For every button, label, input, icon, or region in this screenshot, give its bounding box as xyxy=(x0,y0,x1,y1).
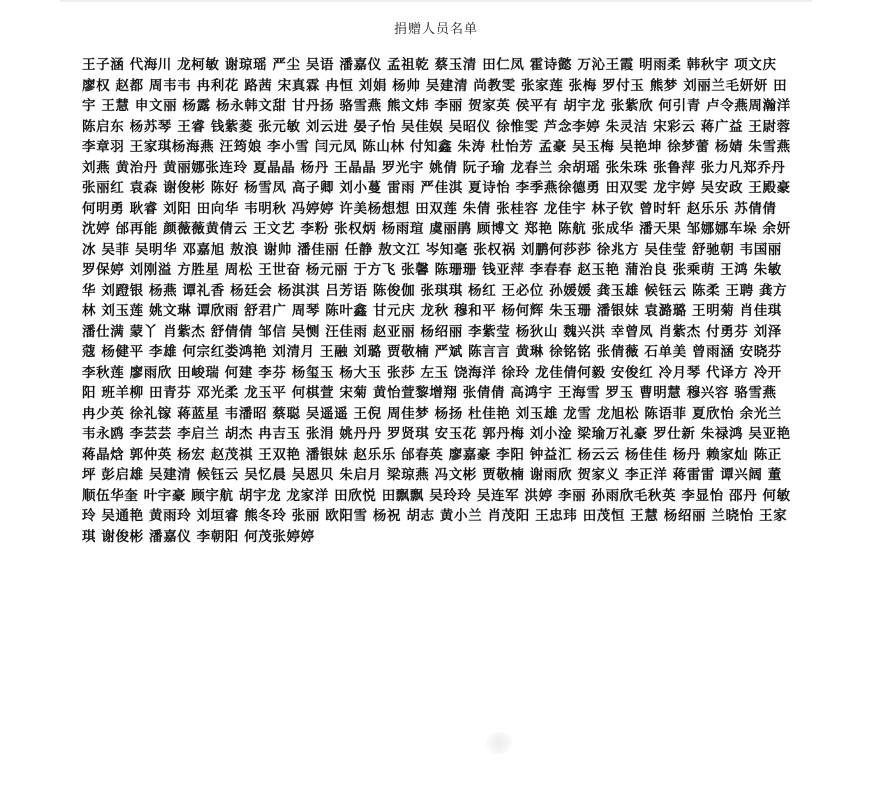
top-divider xyxy=(60,0,812,2)
document-title: 捐赠人员名单 xyxy=(393,22,478,37)
scan-smudge xyxy=(486,732,512,754)
donor-name-list: 王子涵 代海川 龙柯敏 谢琼瑶 严尘 吴语 潘嘉仪 孟祖乾 蔡玉清 田仁凤 霍诗懿 万沁王霞 明雨柔 韩秋宇 项文庆 廖权 赵都 周韦韦 冉利花 路茜 宋真霖 冉恒 刘娟 杨帅 吴建清 尚教雯 张家莲 张梅 罗付玉 熊梦 刘丽兰毛妍妍 田宇 王慧 申文丽 杨露 杨永韩文甜 甘丹扬 骆雪燕 熊文炜 李丽 贺家英 侯平有 胡宇龙 张紫欣 何引青 卢令燕周瀚洋 陈启东 杨苏琴 王睿 钱紫菱 张元敏 刘云进 晏子怡 吴佳娱 吴昭仪 徐惟雯 芦念李婷 朱灵洁 宋彩云 蒋广益 王尉蓉 李章羽 王家琪杨海燕 汪筠娘 李小雪 闫元凤 陈山林 付知鑫 朱涛 杜怡芳 孟豪 吴玉梅 吴艳坤 徐梦蕾 杨婧 朱雪燕 刘燕 黄治丹 黄丽娜张连玲 夏晶晶 杨丹 王晶晶 罗光宇 姚倩 阮子瑜 龙春兰 余胡瑶 张朱珠 张鲁萍 张力凡郑乔丹 张丽红 袁森 谢俊彬 陈好 杨雪凤 高子卿 刘小蔓 雷雨 严佳淇 夏诗怡 李季燕徐德勇 田双雯 龙宇婷 吴安政 王殿豪 何明勇 耿睿 刘阳 田向华 韦明秋 冯婷婷 许美杨想想 田双莲 朱倩 张桂容 龙佳宇 林子钦 曾时轩 赵乐乐 苏倩倩 沈婷 邰再能 颜薇薇黄倩云 王文艺 李粉 张权炳 杨雨瑄 虞丽鹃 顾博文 郑艳 陈航 张成华 潘天果 邹娜娜车垛 余妍冰 吴菲 吴明华 邓嘉旭 敖浪 谢帅 潘佳丽 任静 敖文江 岑知毫 张权祸 刘鹏何莎莎 徐兆方 吴佳莹 舒驰朝 韦国丽 罗保婷 刘刚溢 方胜星 周松 王世奋 杨元丽 于方飞 张馨 陈珊珊 钱亚萍 李春春 赵玉艳 蒲治良 张乘萌 王鸿 朱敏华 刘蹬银 杨燕 谭礼香 杨廷会 杨淇淇 吕芳语 陈俊伽 张琪琪 杨红 王必位 孙媛媛 龚玉雄 候钰云 陈柔 王聘 龚方林 刘玉莲 姚文琳 谭欣雨 舒君广 周琴 陈叶鑫 甘元庆 龙秋 穆和平 杨何辉 朱玉珊 潘银妹 袁潞璐 王明菊 肖佳琪 潘仕满 蒙丫 肖紫杰 舒倩倩 邹信 吴恻 汪佳雨 赵亚丽 杨绍丽 李紫莹 杨狄山 魏兴洪 幸曾凤 肖紫杰 付勇芬 刘泽蔻 杨健平 李雄 何宗红娄鸿艳 刘清月 王融 刘璐 贾敬楠 严斌 陈言言 黄琳 徐铭铭 张倩薇 石单美 曾雨涵 安晓芬 李秋莲 廖雨欣 田峻瑞 何建 李芬 杨玺玉 杨大玉 张莎 左玉 饶海洋 徐玲 龙佳倩何毅 安俊红 冷月琴 代译方 冷开阳 班羊柳 田青芬 邓光柔 龙玉平 何棋萱 宋菊 黄怡萱黎增翔 张倩倩 高鸿宇 王海雪 罗玉 曹明慧 穆兴容 骆雪燕 冉少英 徐礼镓 蒋蓝星 韦潘昭 蔡聪 吴遥遥 王倪 周佳梦 杨扬 杜佳艳 刘玉雄 龙雪 龙旭松 陈语菲 夏欣怡 余光兰韦永鸥 李芸芸 李启兰 胡杰 冉吉玉 张涓 姚丹丹 罗贤琪 安玉花 郭丹梅 刘小淦 梁瑜万礼豪 罗仕新 朱禄鸿 吴亚艳 蒋晶焓 郭仲英 杨宏 赵茂祺 王双艳 潘银妹 赵乐乐 邰春英 廖嘉豪 李阳 钟益汇 杨云云 杨佳佳 杨丹 赖家灿 陈正坪 彭启雄 吴建清 候钰云 吴忆晨 吴恩贝 朱启月 梁琼燕 冯文彬 贾敬楠 谢雨欣 贺家义 李正洋 蒋雷雷 谭兴阔 董顺伍华奎 叶宇豪 顾宇航 胡宇龙 龙家洋 田欣悦 田飘飘 吴玲玲 吴连军 洪婷 李丽 孙雨欣毛秋英 李显怡 邵丹 何敏玲 吴通艳 黄雨玲 刘垣睿 熊冬玲 张丽 欧阳雪 杨祝 胡志 黄小兰 肖茂阳 王忠玮 田茂恒 王慧 杨绍丽 兰晓怡 王家琪 谢俊彬 潘嘉仪 李朝阳 何茂张婷婷 xyxy=(82,57,791,545)
